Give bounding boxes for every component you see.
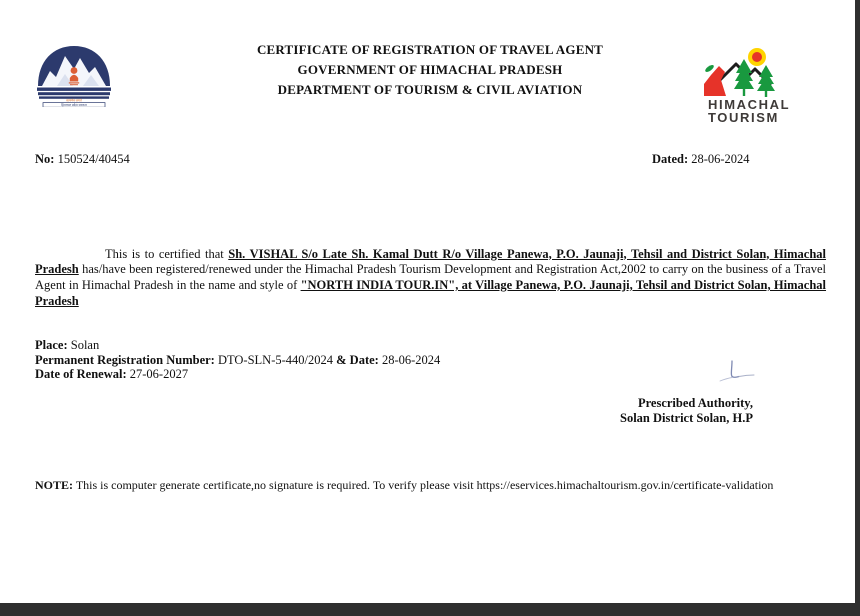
- certificate-date-row: [652, 152, 750, 167]
- registration-number-row: [35, 353, 440, 368]
- place-value: Solan: [70, 338, 100, 352]
- prn-value: DTO-SLN-5-440/2024: [217, 352, 333, 367]
- authority-title: Prescribed Authority,: [637, 396, 753, 410]
- no-value: 150524/40454: [57, 152, 130, 166]
- emblem-caption-text: हिमाचल प्रदेश सरकार: [61, 103, 87, 107]
- prescribed-authority-block: [553, 396, 753, 425]
- dated-value: 28-06-2024: [691, 152, 750, 166]
- certificate-body-paragraph: [35, 247, 826, 310]
- body-intro: This is to certified that: [105, 246, 224, 261]
- note-label: NOTE:: [35, 478, 74, 492]
- agent-name-text: Sh. VISHAL S/o Late Sh. Kamal Dutt R/o Village Panewa, P.O. Jaunaji, Tehsil and District Solan, Himachal Pradesh: [35, 246, 827, 277]
- certificate-header: [130, 40, 730, 100]
- header-line-2: GOVERNMENT OF HIMACHAL PRADESH: [297, 62, 563, 77]
- verification-note: [35, 478, 835, 493]
- place-row: [35, 338, 440, 353]
- hp-government-emblem-icon: [35, 41, 113, 107]
- certificate-number-row: [35, 152, 130, 167]
- authority-signature-icon: [716, 358, 760, 386]
- himachal-tourism-logo: [700, 42, 792, 124]
- authority-office: Solan District Solan, H.P: [620, 410, 753, 425]
- renewal-date-row: [35, 367, 440, 382]
- prn-date-label: & Date:: [336, 352, 379, 367]
- prn-date-value: 28-06-2024: [381, 352, 441, 367]
- tourism-logo-line-1: HIMACHAL: [708, 97, 791, 112]
- himachal-tourism-logo-icon: [700, 42, 792, 98]
- renewal-label: Date of Renewal:: [35, 367, 127, 382]
- bottom-edge-strip: [0, 603, 860, 616]
- emblem-motto-text: सत्यमेव जयते: [66, 98, 82, 103]
- dated-label: Dated:: [652, 152, 689, 166]
- body-middle: has/have been registered/renewed under the Himachal Pradesh Tourism Development and Registration Act,2002 to carry on the business of a Travel Agent in Himachal Pradesh in the name and style of: [35, 262, 826, 292]
- header-line-3: DEPARTMENT OF TOURISM & CIVIL AVIATION: [277, 82, 583, 97]
- header-line-1: CERTIFICATE OF REGISTRATION OF TRAVEL AGENT: [256, 42, 604, 57]
- right-edge-strip: [855, 0, 860, 616]
- renewal-value: 27-06-2027: [129, 367, 189, 382]
- place-label: Place:: [35, 338, 68, 352]
- no-label: No:: [35, 152, 55, 166]
- note-text: This is computer generate certificate,no signature is required. To verify please visit https://eservices.himachaltourism.gov.in/certificate-validation: [75, 478, 774, 492]
- registration-details: [35, 338, 440, 382]
- firm-name-text: "NORTH INDIA TOUR.IN", at Village Panewa, P.O. Jaunaji, Tehsil and District Solan, Himachal Pradesh: [35, 277, 827, 308]
- prn-label: Permanent Registration Number:: [35, 352, 215, 367]
- tourism-logo-line-2: TOURISM: [708, 110, 779, 125]
